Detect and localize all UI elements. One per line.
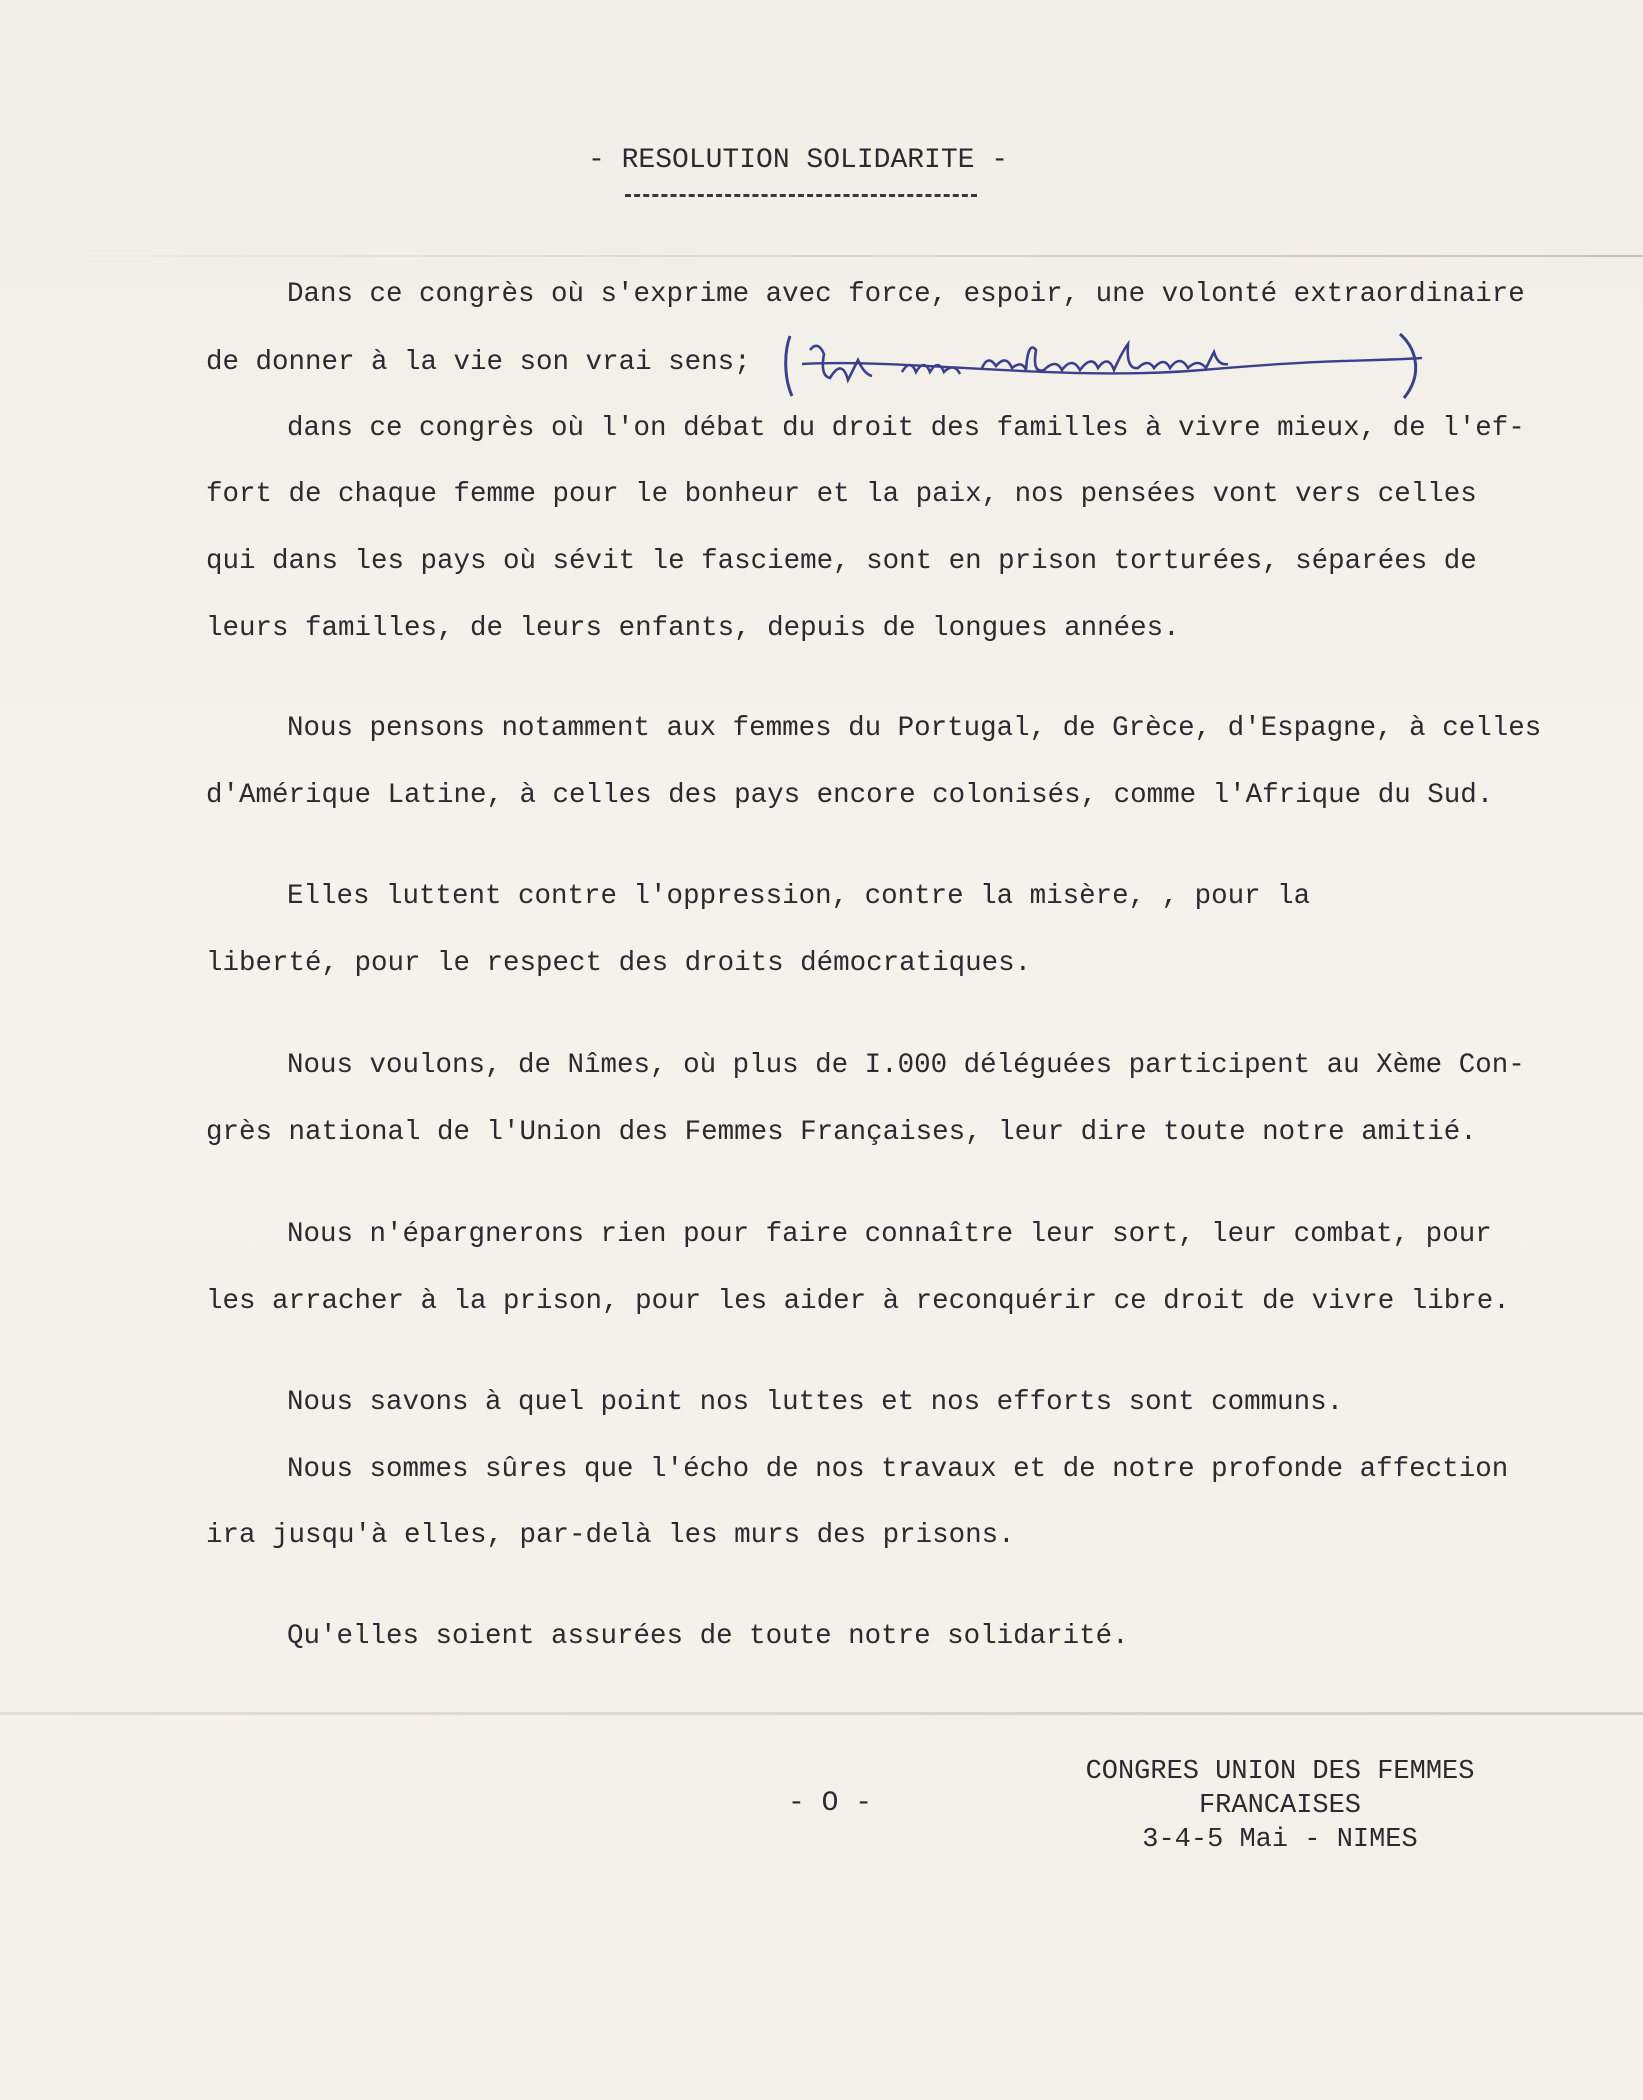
text-line-7: Nous pensons notamment aux femmes du Portugal, de Grèce, d'Espagne, à celles: [287, 713, 1542, 744]
text-line-2: de donner à la vie son vrai sens;: [206, 347, 751, 378]
text-line-13: Nous n'épargnerons rien pour faire connaître leur sort, leur combat, pour: [287, 1219, 1492, 1250]
footer-line-3: 3-4-5 Mai - NIMES: [1142, 1825, 1418, 1855]
document-title: - RESOLUTION SOLIDARITE -: [588, 145, 1009, 176]
text-line-8: d'Amérique Latine, à celles des pays encore colonisés, comme l'Afrique du Sud.: [206, 780, 1494, 811]
text-line-1: Dans ce congrès où s'exprime avec force, espoir, une volonté extraordinaire: [287, 279, 1525, 310]
text-line-14: les arracher à la prison, pour les aider à reconquérir ce droit de vivre libre.: [206, 1286, 1510, 1317]
text-line-12: grès national de l'Union des Femmes Françaises, leur dire toute notre amitié.: [206, 1117, 1477, 1148]
text-line-18: Qu'elles soient assurées de toute notre solidarité.: [287, 1621, 1129, 1652]
text-line-15: Nous savons à quel point nos luttes et nos efforts sont communs.: [287, 1387, 1344, 1418]
text-line-10: liberté, pour le respect des droits démocratiques.: [206, 948, 1032, 979]
text-line-6: leurs familles, de leurs enfants, depuis de longues années.: [206, 613, 1180, 644]
text-line-16: Nous sommes sûres que l'écho de nos travaux et de notre profonde affection: [287, 1454, 1509, 1485]
text-line-5: qui dans les pays où sévit le fascieme, sont en prison torturées, séparées de: [206, 546, 1477, 577]
handwritten-annotation: [782, 328, 1432, 402]
footer-line-2: FRANCAISES: [1198, 1791, 1362, 1821]
congress-footer: [1000, 1755, 1560, 1857]
text-line-4: fort de chaque femme pour le bonheur et la paix, nos pensées vont vers celles: [206, 479, 1477, 510]
text-line-9: Elles luttent contre l'oppression, contre la misère, , pour la: [287, 881, 1311, 912]
paper-fold-top: [0, 255, 1643, 257]
footer-line-1: CONGRES UNION DES FEMMES: [1085, 1757, 1475, 1787]
end-mark: - O -: [788, 1788, 873, 1819]
text-line-17: ira jusqu'à elles, par-delà les murs des prisons.: [206, 1520, 1015, 1551]
text-line-3: dans ce congrès où l'on débat du droit des familles à vivre mieux, de l'ef-: [287, 413, 1525, 444]
text-line-11: Nous voulons, de Nîmes, où plus de I.000 déléguées participent au Xème Con-: [287, 1050, 1525, 1081]
paper-fold-bottom: [0, 1712, 1643, 1715]
title-underline: [625, 194, 977, 197]
